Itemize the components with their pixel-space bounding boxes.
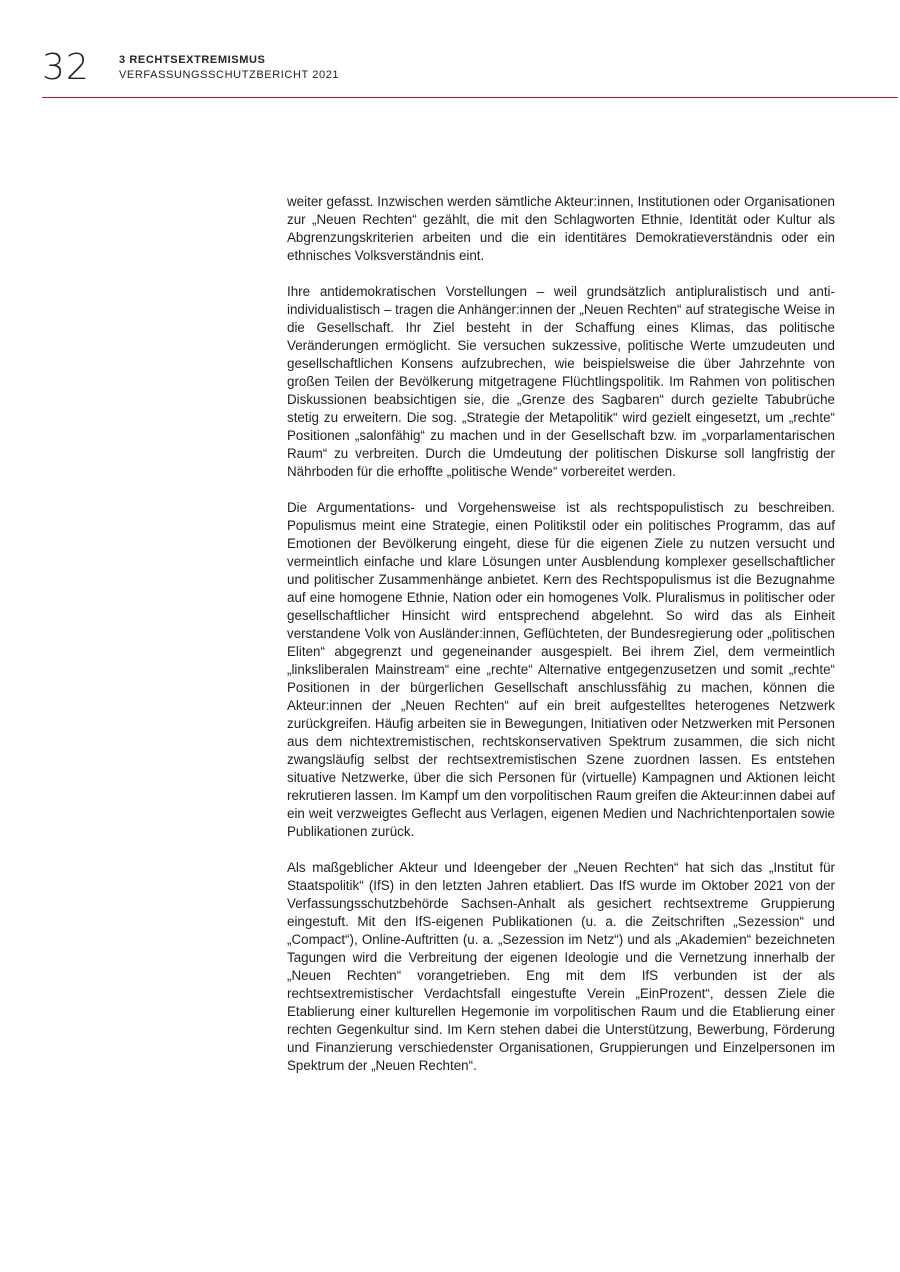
paragraph: Als maßgeblicher Akteur und Ideengeber der „Neuen Rechten“ hat sich das „Institut für Staatspolitik“ (IfS) in den letzten Jahren etabliert. Das IfS wurde im Oktober 2021 von der Verfassungsschutzbehörde Sachsen-Anhalt als gesichert rechtsextreme Gruppierung eingestuft. Mit den IfS-eigenen Publikationen (u. a. die Zeitschriften „Sezession“ und „Compact“), Online-Auftritten (u. a. „Sezession im Netz“) und als „Akademien“ bezeichneten Tagungen wird die Verbreitung der eigenen Ideologie und die Vernetzung innerhalb der „Neuen Rechten“ vorangetrieben. Eng mit dem IfS verbunden ist der als rechtsextremistischer Verdachtsfall eingestufte Verein „EinProzent“, dessen Ziele die Etablierung einer kulturellen Hegemonie im vorpolitischen Raum und die Etablierung einer rechten Gegenkultur sind. Im Kern stehen dabei die Unterstützung, Bewerbung, Förderung und Finanzierung verschiedenster Organisationen, Gruppierungen und Einzelpersonen im Spektrum der „Neuen Rechten“. [287,860,835,1073]
page-number: 32 [42,47,90,88]
paragraph: weiter gefasst. Inzwischen werden sämtliche Akteur:innen, Institutionen oder Organisationen zur „Neuen Rechten“ gezählt, die mit den Schlagworten Ethnie, Identität oder Kultur als Abgrenzungskriterien arbeiten und die ein identitäres Demokratieverständnis oder ein ethnisches Volksverständnis eint. [287,194,835,263]
page-header [42,44,898,98]
chapter-heading: 3 RECHTSEXTREMISMUS [119,54,266,66]
paragraph: Die Argumentations- und Vorgehensweise ist als rechtspopulistisch zu beschreiben. Populismus meint eine Strategie, einen Politikstil oder ein politisches Programm, das auf Emotionen der Bevölkerung eingeht, diese für die eigenen Ziele zu nutzen versucht und vermeintlich einfache und klare Lösungen unter Ausblendung komplexer gesellschaftlicher und politischer Zusammenhänge anbietet. Kern des Rechtspopulismus ist die Bezugnahme auf eine homogene Ethnie, Nation oder ein homogenes Volk. Pluralismus in politischer oder gesellschaftlicher Hinsicht wird entsprechend abgelehnt. So wird das als Einheit verstandene Volk von Ausländer:innen, Geflüchteten, der Bundesregierung oder „politischen Eliten“ abgegrenzt und gegeneinander ausgespielt. Bei ihrem Ziel, dem vermeintlich „linksliberalen Mainstream“ eine „rechte“ Alternative entgegenzusetzen und somit „rechte“ Positionen in der bürgerlichen Gesellschaft anschlussfähig zu machen, können die Akteur:innen der „Neuen Rechten“ auf ein breit aufgestelltes heterogenes Netzwerk zurückgreifen. Häufig arbeiten sie in Bewegungen, Initiativen oder Netzwerken mit Personen aus dem nichtextremistischen, rechtskonservativen Spektrum zusammen, die sich nicht zwangsläufig selbst der rechtsextremistischen Szene zuordnen lassen. Es entstehen situative Netzwerke, über die sich Personen für (virtuelle) Kampagnen und Aktionen leicht rekrutieren lassen. Im Kampf um den vorpolitischen Raum greifen die Akteur:innen dabei auf ein weit verzweigtes Geflecht aus Verlagen, eigenen Medien und Nachrichtenportalen sowie Publikationen zurück. [287,500,835,839]
header-divider [42,97,898,98]
report-title: VERFASSUNGSSCHUTZBERICHT 2021 [119,69,340,81]
body-text [287,193,835,1093]
paragraph: Ihre antidemokratischen Vorstellungen – weil grundsätzlich antipluralistisch und antiindividualistisch – tragen die Anhänger:innen der „Neuen Rechten“ auf strategische Weise in die Gesellschaft. Ihr Ziel besteht in der Schaffung eines Klimas, das politische Veränderungen ermöglicht. Sie versuchen sukzessive, politische Werte umzudeuten und gesellschaftlichen Konsens aufzubrechen, wie beispielsweise die über Jahrzehnte von großen Teilen der Bevölkerung mitgetragene Flüchtlingspolitik. Im Rahmen von politischen Diskussionen beabsichtigen sie, die „Grenze des Sagbaren“ durch gezielte Tabubrüche stetig zu erweitern. Die sog. „Strategie der Metapolitik“ wird gezielt eingesetzt, um „rechte“ Positionen „salonfähig“ zu machen und in der Gesellschaft bzw. im „vorparlamentarischen Raum“ zu verbreiten. Durch die Umdeutung der politischen Diskurse soll langfristig der Nährboden für die erhoffte „politische Wende“ vorbereitet werden. [287,284,835,479]
